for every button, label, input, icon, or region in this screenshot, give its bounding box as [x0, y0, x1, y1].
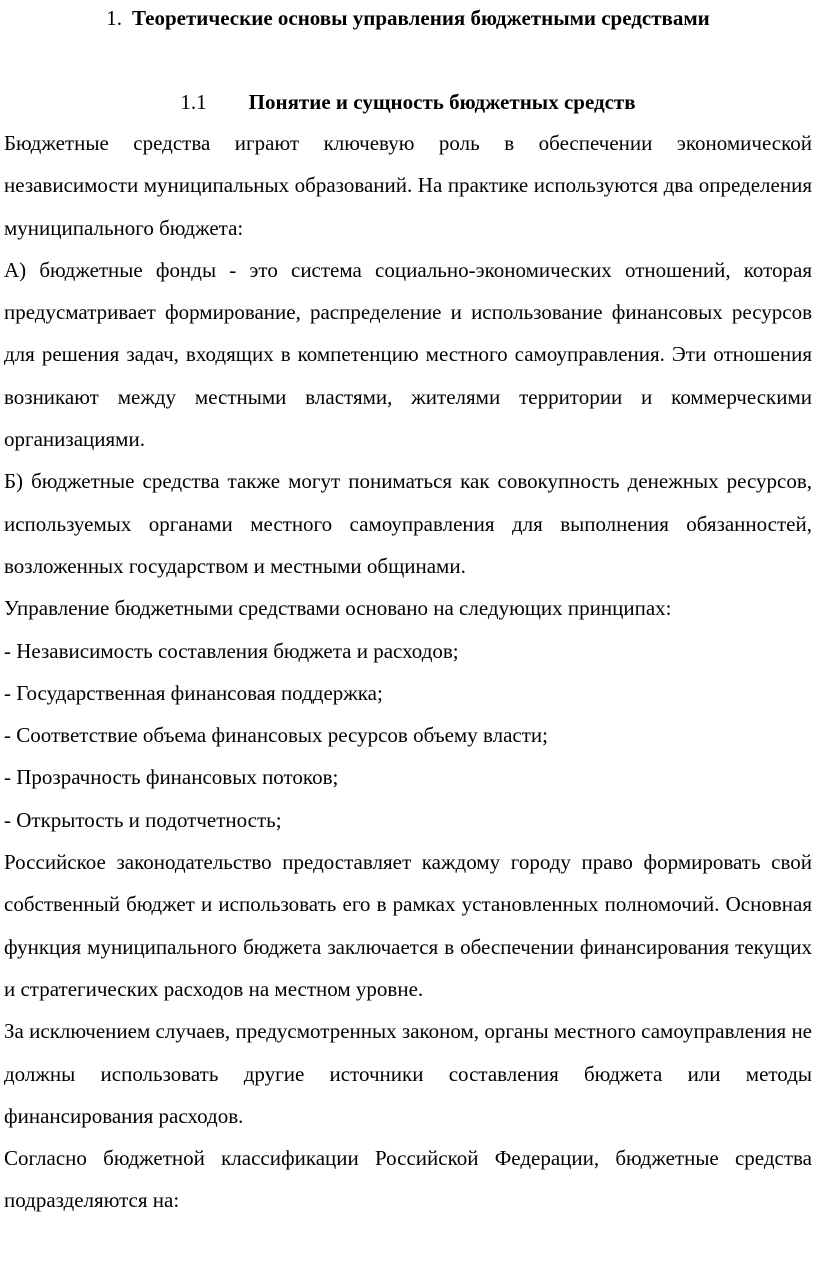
paragraph-intro: Бюджетные средства играют ключевую роль в обеспечении экономической независимости муниципальных образований. На практике используются два определения муниципального бюджета: [4, 131, 812, 240]
chapter-number: 1. [106, 6, 122, 30]
list-item-principle: - Прозрачность финансовых потоков; [4, 765, 339, 790]
section-number: 1.1 [180, 90, 207, 114]
paragraph-principles-intro: Управление бюджетными средствами основано на следующих принципах: [4, 596, 672, 621]
paragraph-definition-b: Б) бюджетные средства также могут пониматься как совокупность денежных ресурсов, используемых органами местного самоуправления для выполнения обязанностей, возложенных государством и местными общинами. [4, 469, 812, 578]
paragraph-legislation: Российское законодательство предоставляет каждому городу право формировать свой собственный бюджет и использовать его в рамках установленных полномочий. Основная функция муниципального бюджета заключается в обеспечении финансирования текущих и стратегических расходов на местном уровне. [4, 850, 812, 1001]
list-item-principle: - Открытость и подотчетность; [4, 807, 282, 832]
body-text [4, 122, 812, 1222]
paragraph-exceptions: За исключением случаев, предусмотренных законом, органы местного самоуправления не должны использовать другие источники составления бюджета или методы финансирования расходов. [4, 1019, 812, 1128]
chapter-title: Теоретические основы управления бюджетными средствами [131, 6, 710, 30]
list-item-principle: - Соответствие объема финансовых ресурсов объему власти; [4, 723, 548, 748]
list-item-principle: - Государственная финансовая поддержка; [4, 680, 383, 705]
section-heading [0, 88, 816, 116]
paragraph-classification: Согласно бюджетной классификации Российской Федерации, бюджетные средства подразделяются на: [4, 1146, 812, 1213]
section-title: Понятие и сущность бюджетных средств [248, 90, 636, 114]
paragraph-definition-a: А) бюджетные фонды - это система социально-экономических отношений, которая предусматривает формирование, распределение и использование финансовых ресурсов для решения задач, входящих в компетенцию местного самоуправления. Эти отношения возникают между местными властями, жителями территории и коммерческими организациями. [4, 257, 812, 452]
list-item-principle: - Независимость составления бюджета и расходов; [4, 638, 459, 663]
chapter-heading [0, 4, 816, 32]
